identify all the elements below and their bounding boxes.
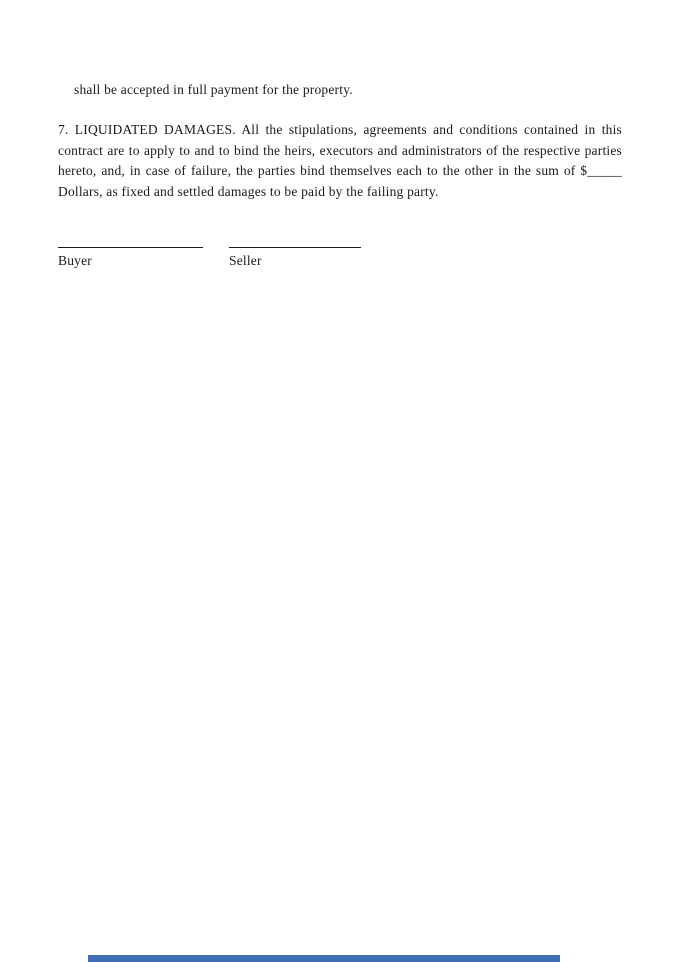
seller-signature-line <box>229 247 361 248</box>
buyer-signature-line <box>58 247 203 248</box>
bottom-window-edge-bar <box>88 955 560 962</box>
liquidated-damages-clause: 7. LIQUIDATED DAMAGES. All the stipulations, agreements and conditions contained in this contract are to apply to and to bind the heirs, executors and administrators of the respective parties hereto, and, in case of failure, the parties bind themselves each to the other in the sum of $_____ Dollars, as fixed and settled damages to be paid by the failing party. <box>58 122 622 199</box>
buyer-signature-label: Buyer <box>58 253 92 268</box>
buyer-signature-slot <box>58 247 203 270</box>
signature-block <box>58 247 622 270</box>
carryover-paragraph-line: shall be accepted in full payment for the property. <box>74 82 353 97</box>
document-content <box>58 80 622 270</box>
seller-signature-slot <box>229 247 361 270</box>
seller-signature-label: Seller <box>229 253 262 268</box>
